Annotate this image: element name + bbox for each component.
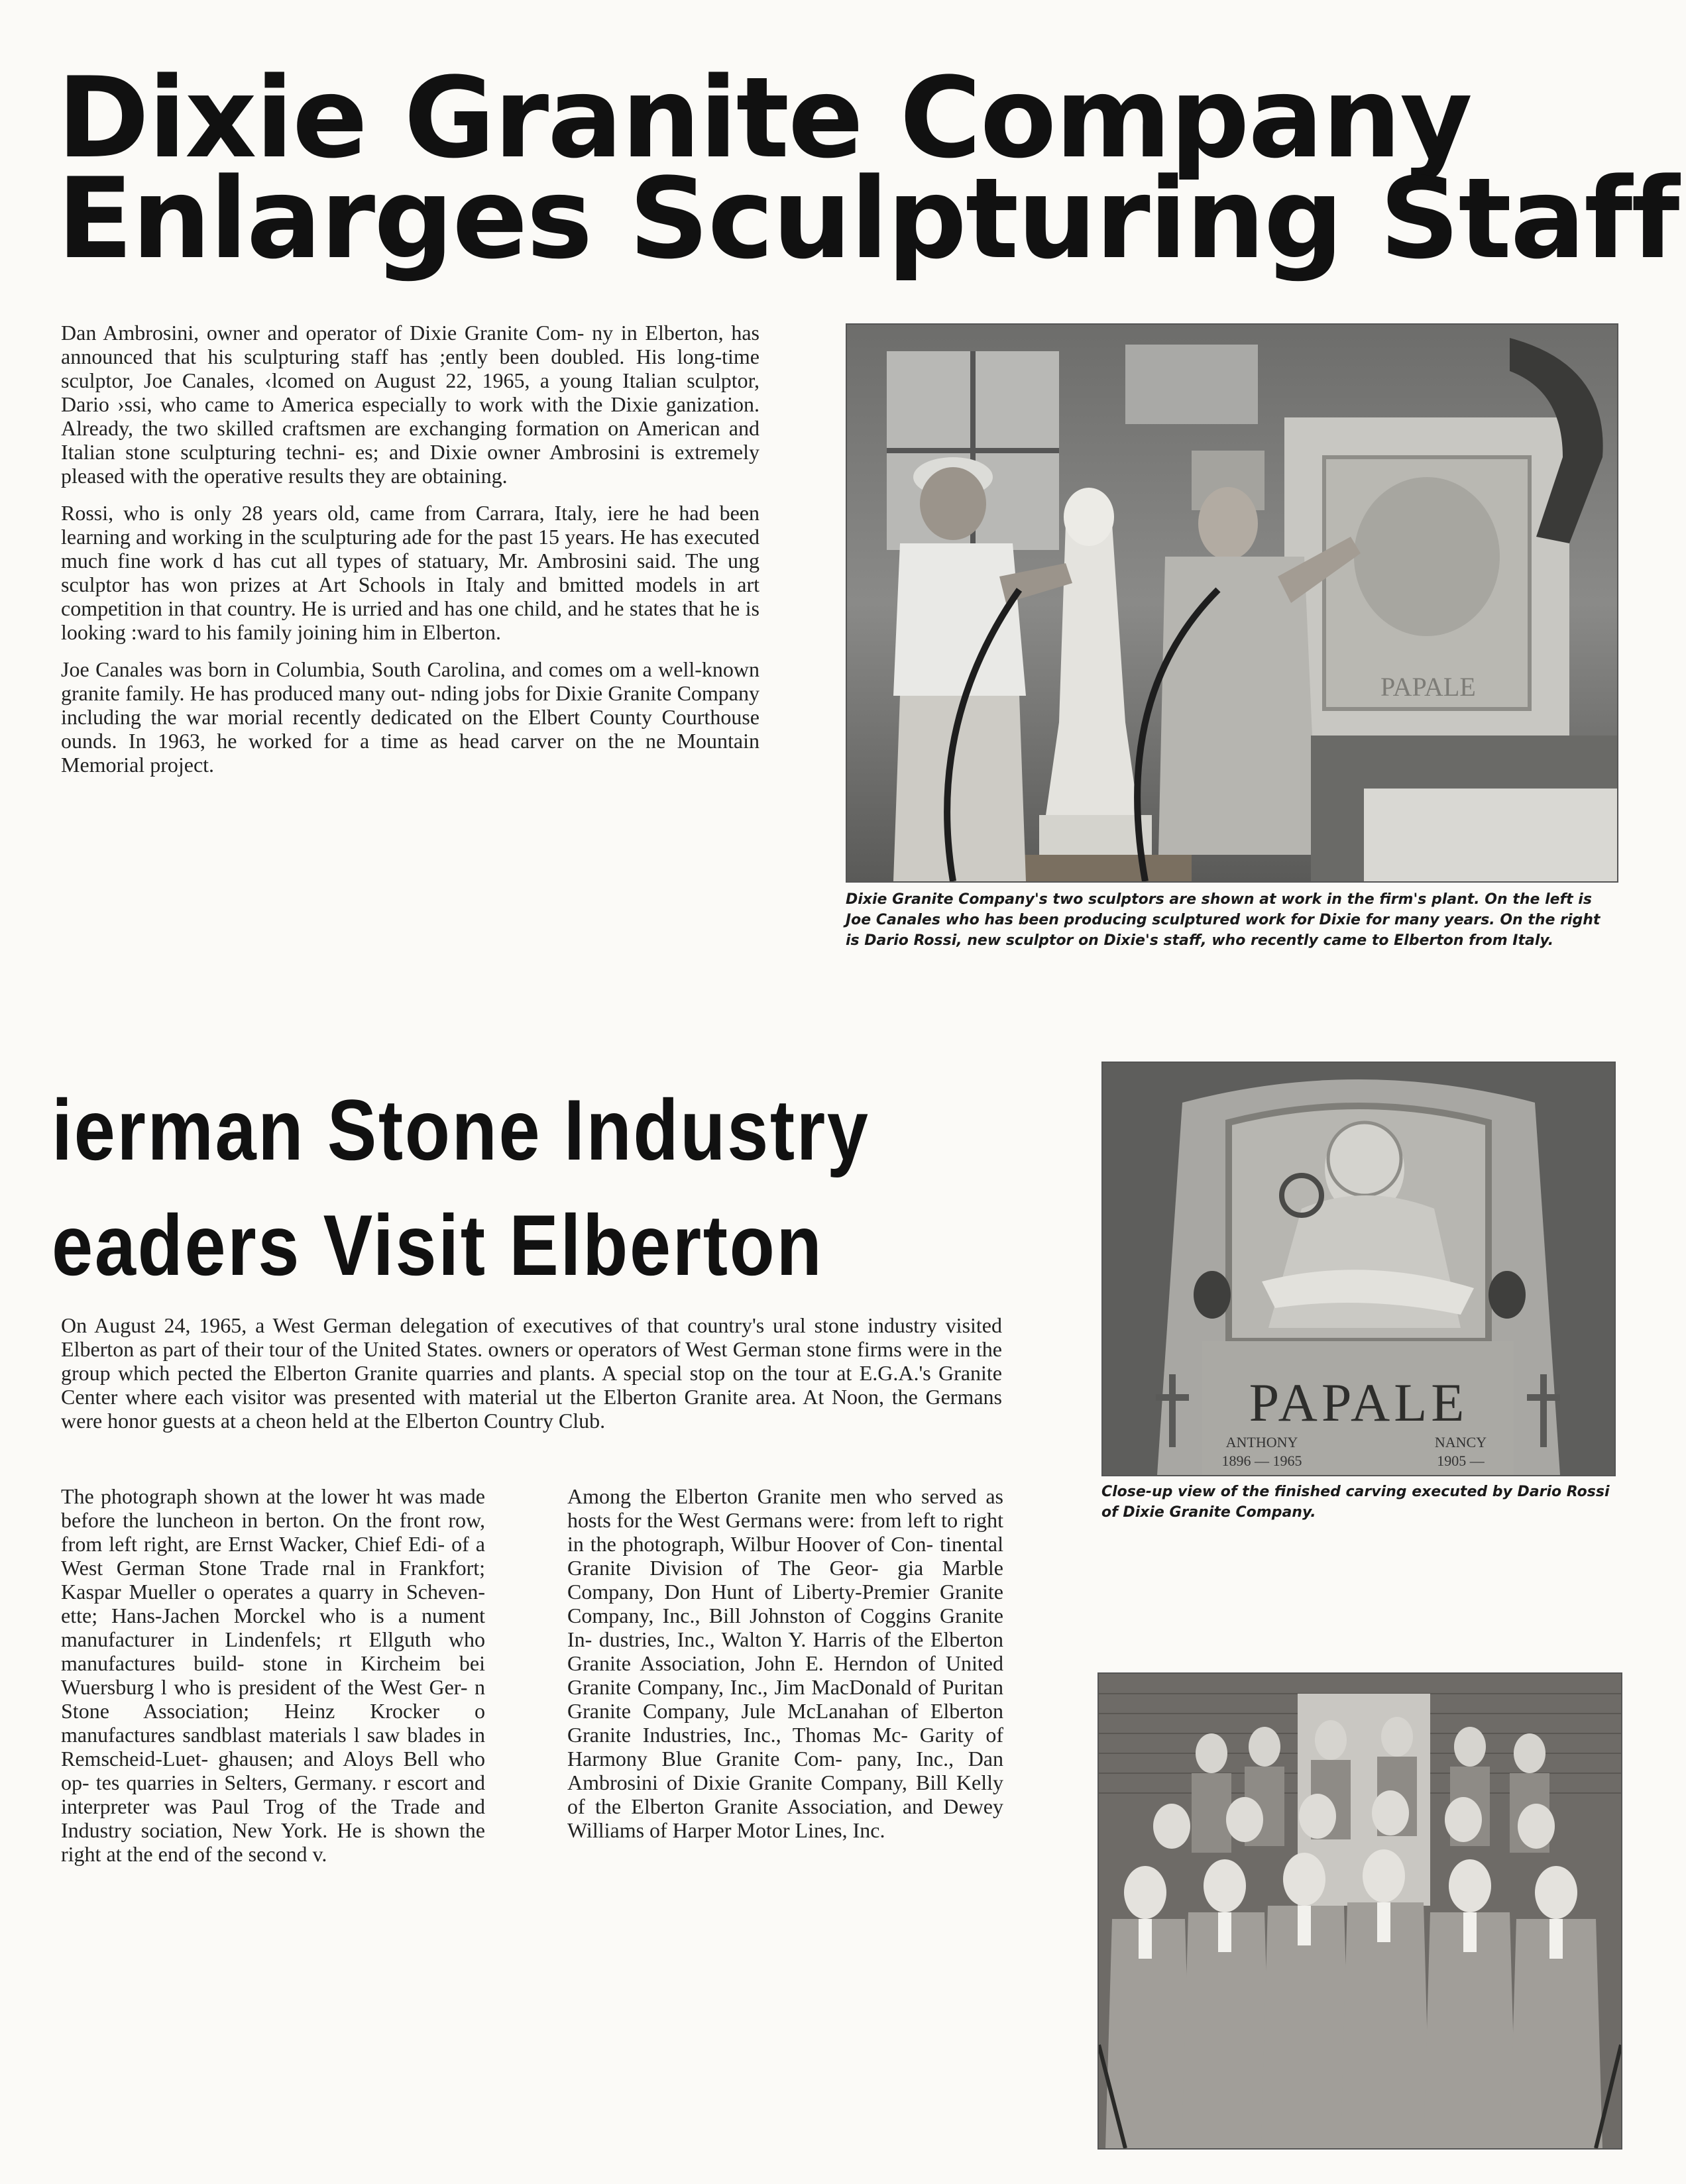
- memorial-right-name: NANCY: [1434, 1434, 1487, 1450]
- article1-headline-line1: Dixie Granite Company: [57, 53, 1471, 183]
- article2-column-right: Among the Elberton Granite men who served as hosts for the West Germans were: from left to right in the photograph, Wilbur Hoover of Con- tinental Granite Division of The Geor- gia Marble Company, Don Hunt of Liberty-Premier Granite Company, Inc., Bill Johnston of Coggins Granite In- dustries, Inc., Walton Y. Harris of the Elberton Granite Association, John E. Herndon of United Granite Company, Inc., Jim MacDonald of Puritan Granite Company, Jule McLanahan of Elberton Granite Industries, Inc., Thomas Mc- Garity of Harmony Blue Granite Com- pany, Inc., Dan Ambrosini of Dixie Granite Company, Bill Kelly of the Elberton Granite Association, and Dewey Williams of Harper Motor Lines, Inc.: [567, 1484, 1003, 1842]
- memorial-photo-caption: Close-up view of the finished carving executed by Dario Rossi of Dixie Granite Company.: [1101, 1484, 1610, 1521]
- article1-paragraph: Dan Ambrosini, owner and operator of Dixie Granite Com- ny in Elberton, has announced that his sculpturing staff has ;ently been doubled. His long-time sculptor, Joe Canales, ‹lcomed on August 22, 1965, a young Italian sculptor, Dario ›ssi, who came to America especially to work with the Dixie ganization. Already, the two skilled craftsmen are exchanging formation on American and Italian stone sculpturing techni- es; and Dixie owner Ambrosini is extremely pleased with the operative results they are obtaining.: [61, 321, 759, 488]
- memorial-right-dates: 1905 —: [1437, 1452, 1485, 1469]
- sculptors-photo: [846, 323, 1618, 883]
- article1-paragraph: Rossi, who is only 28 years old, came from Carrara, Italy, iere he had been learning and working in the sculpturing ade for the past 15 years. He has executed much fine work d has cut all types of statuary, Mr. Ambrosini said. The ung sculptor has won prizes at Art Schools in Italy and bmitted models in art competition in that country. He is urried and has one child, and he states that he is looking :ward to his family joining him in Elberton.: [61, 501, 759, 644]
- article2-intro: On August 24, 1965, a West German delegation of executives of that country's ural stone industry visited Elberton as part of their tour of the United States. owners or operators of West German stone firms were in the group which pected the Elberton Granite quarries and plants. A special stop on the tour at E.G.A.'s Granite Center where each visitor was presented with material ut the Elberton Granite area. At Noon, the Germans were honor guests at a cheon held at the Elberton Country Club.: [61, 1313, 1002, 1433]
- article1-headline-line2: Enlarges Sculpturing Staff: [57, 154, 1679, 284]
- article2-headline-line2: eaders Visit Elberton: [52, 1197, 824, 1293]
- sculptors-photo-caption: Dixie Granite Company's two sculptors are shown at work in the firm's plant. On the left is Joe Canales who has been producing sculptured work for Dixie for many years. On the right is Dario Rossi, new sculptor on Dixie's staff, who recently came to Elberton from Italy.: [846, 891, 1601, 949]
- article1-paragraph: Joe Canales was born in Columbia, South Carolina, and comes om a well-known granite family. He has produced many out- nding jobs for Dixie Granite Company including the war morial recently dedicated on the Elbert County Courthouse ounds. In 1963, he worked for a time as head carver on the ne Mountain Memorial project.: [61, 657, 759, 777]
- memorial-left-name: ANTHONY: [1225, 1434, 1298, 1450]
- article2-column-left: The photograph shown at the lower ht was made before the luncheon in berton. On the front row, from left right, are Ernst Wacker, Chief Edi- of a West German Stone Trade rnal in Frankfort; Kaspar Mueller o operates a quarry in Scheven- ette; Hans-Jachen Morckel who is a nument manufacturer in Lindenfels; rt Ellguth who manufactures build- stone in Kircheim bei Wuersburg l who is president of the West Ger- n Stone Association; Heinz Krocker o manufactures sandblast materials l saw blades in Remscheid-Luet- ghausen; and Aloys Bell who op- tes quarries in Selters, Germany. r escort and interpreter was Paul Trog of the Trade and Industry sociation, New York. He is shown the right at the end of the second v.: [61, 1484, 485, 1866]
- memorial-left-dates: 1896 — 1965: [1221, 1452, 1302, 1469]
- article1-body: [61, 321, 759, 790]
- article2-headline-line1: ierman Stone Industry: [52, 1081, 870, 1178]
- slab-inscription: PAPALE: [1380, 672, 1476, 702]
- group-photo: [1097, 1672, 1622, 2150]
- memorial-photo: [1101, 1062, 1616, 1476]
- memorial-family-name: PAPALE: [1249, 1372, 1469, 1433]
